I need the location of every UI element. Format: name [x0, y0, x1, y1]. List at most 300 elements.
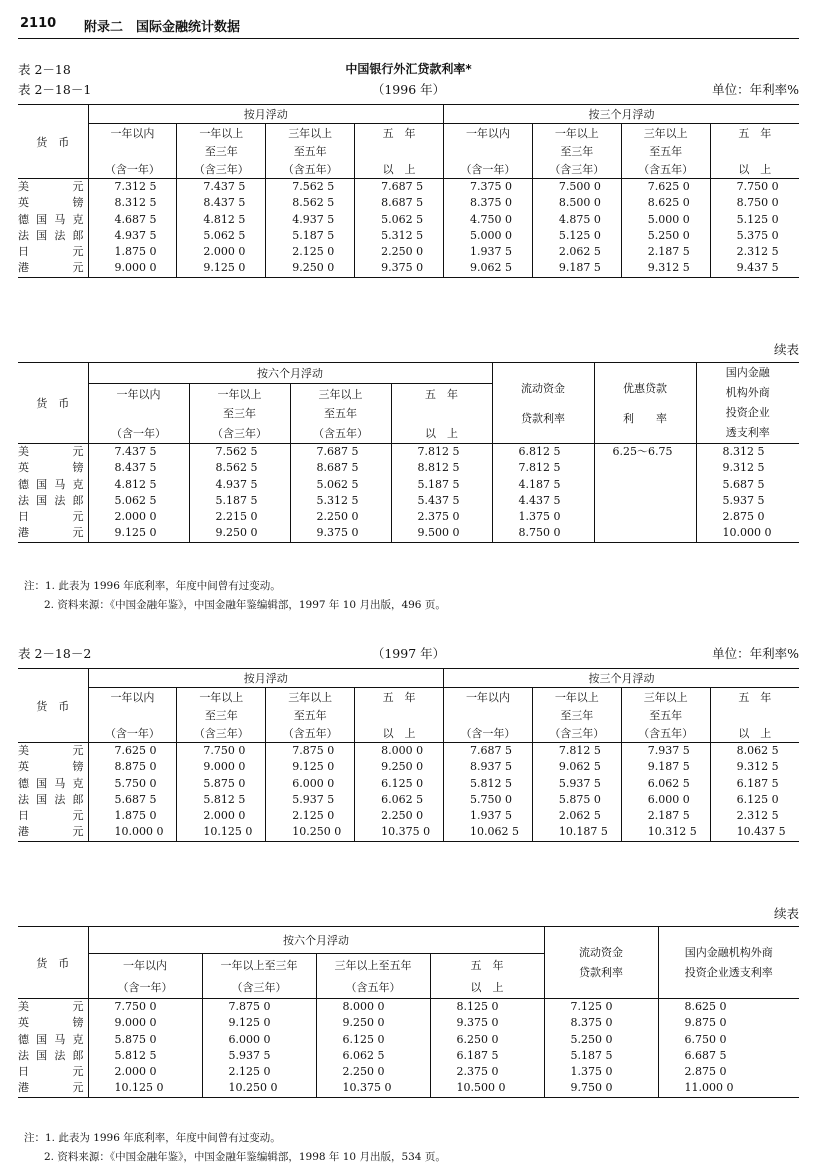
rate-cell: 10.062 5 — [444, 824, 533, 841]
col-header-liquid — [492, 363, 594, 444]
col-header-domestic — [696, 363, 799, 444]
rate-cell: 10.437 5 — [710, 824, 799, 841]
rate-cell: 5.187 5 — [189, 493, 290, 509]
table-row — [18, 444, 799, 461]
note-1: 注：1. 此表为 1996 年底利率，年度中间曾有过变动。 — [24, 1132, 281, 1144]
page-number: 2110 — [20, 16, 57, 31]
currency-cell: 日 元 — [18, 1065, 84, 1079]
rate-cell: 8.750 0 — [492, 525, 594, 542]
rate-cell: 6.187 5 — [710, 776, 799, 792]
col-header: 至三年 — [532, 706, 621, 724]
rate-cell: 2.250 0 — [355, 244, 444, 260]
rate-cell: 2.125 0 — [266, 244, 355, 260]
col-header-line: 贷款利率 — [579, 965, 623, 979]
col-header: 以 上 — [710, 724, 799, 743]
col-header — [444, 706, 533, 724]
group-header: 按三个月浮动 — [444, 105, 800, 124]
table1-unit: 单位：年利率% — [712, 82, 799, 97]
col-header: （含五年） — [621, 160, 710, 179]
rate-cell: 6.000 0 — [202, 1032, 316, 1048]
col-header: 至三年 — [189, 404, 290, 424]
currency-cell: 日 元 — [18, 809, 84, 823]
table-row — [18, 244, 799, 260]
rate-cell: 9.375 0 — [290, 525, 391, 542]
col-header: 三年以上至五年 — [316, 954, 430, 977]
rate-cell: 2.375 0 — [391, 509, 492, 525]
currency-cell: 法国法郎 — [18, 1048, 84, 1062]
rate-cell: 9.125 0 — [177, 260, 266, 277]
rate-cell: 7.875 0 — [266, 743, 355, 760]
col-header: 以 上 — [355, 160, 444, 179]
col-header: （含一年） — [88, 160, 177, 179]
rate-cell: 2.215 0 — [189, 509, 290, 525]
col-header: 至三年 — [177, 142, 266, 160]
rate-cell: 5.937 5 — [696, 493, 799, 509]
rate-cell: 7.812 5 — [492, 460, 594, 476]
rate-cell: 7.687 5 — [355, 179, 444, 196]
table-row — [18, 808, 799, 824]
rate-cell: 5.250 0 — [621, 228, 710, 244]
table2-year: （1997 年） — [371, 646, 446, 661]
col-header: 一年以内 — [444, 124, 533, 143]
group-header: 按月浮动 — [88, 669, 444, 688]
col-header: （含一年） — [88, 423, 189, 443]
rate-cell: 8.562 5 — [266, 195, 355, 211]
rate-cell: 5.125 0 — [532, 228, 621, 244]
currency-cell: 美 元 — [18, 743, 88, 760]
rate-cell: 8.750 0 — [710, 195, 799, 211]
rate-cell: 5.250 0 — [544, 1032, 658, 1048]
rate-cell: 7.562 5 — [189, 444, 290, 461]
rate-cell: 5.187 5 — [266, 228, 355, 244]
col-header: （含三年） — [532, 160, 621, 179]
rate-cell: 8.312 5 — [88, 195, 177, 211]
rate-cell: 5.000 0 — [444, 228, 533, 244]
rate-cell: 4.187 5 — [492, 477, 594, 493]
col-header: （含五年） — [290, 423, 391, 443]
table-row — [18, 1015, 799, 1031]
currency-cell: 港 元 — [18, 526, 84, 540]
currency-header: 货 币 — [18, 669, 88, 743]
col-header — [391, 404, 492, 424]
rate-cell: 9.312 5 — [710, 759, 799, 775]
table-row — [18, 1064, 799, 1080]
col-header: 至五年 — [266, 142, 355, 160]
col-header: 一年以内 — [88, 383, 189, 403]
rate-cell: 1.375 0 — [492, 509, 594, 525]
rate-cell: 9.062 5 — [532, 759, 621, 775]
rate-cell: 7.812 5 — [532, 743, 621, 760]
rate-cell: 5.125 0 — [710, 212, 799, 228]
currency-cell: 德国马克 — [18, 776, 84, 790]
rate-cell: 5.812 5 — [88, 1048, 202, 1064]
group-header: 按六个月浮动 — [88, 927, 544, 954]
rate-cell: 7.750 0 — [710, 179, 799, 196]
rate-cell: 8.812 5 — [391, 460, 492, 476]
rate-cell: 10.187 5 — [532, 824, 621, 841]
rate-cell: 8.000 0 — [355, 743, 444, 760]
note-2: 2. 资料来源：《中国金融年鉴》，中国金融年鉴编辑部，1998 年 10 月出版，534 页。 — [44, 1151, 446, 1163]
table-row — [18, 460, 799, 476]
col-header-line: 流动资金 — [579, 945, 623, 959]
rate-cell: 4.937 5 — [189, 477, 290, 493]
rate-cell: 8.625 0 — [658, 999, 799, 1016]
rate-cell: 4.937 5 — [266, 212, 355, 228]
col-header-line: 机构外商 — [725, 386, 770, 399]
col-header: 至五年 — [621, 142, 710, 160]
rate-cell: 8.500 0 — [532, 195, 621, 211]
col-header — [88, 706, 177, 724]
rate-cell: 9.375 0 — [430, 1015, 544, 1031]
rate-cell: 2.312 5 — [710, 808, 799, 824]
table1-label: 表 2－18－1 — [18, 82, 92, 97]
col-header: 三年以上 — [621, 124, 710, 143]
rate-cell: 7.125 0 — [544, 999, 658, 1016]
table-row — [18, 228, 799, 244]
col-header: 三年以上 — [266, 688, 355, 707]
col-header-line: 投资企业 — [725, 406, 770, 419]
rate-cell: 1.875 0 — [88, 808, 177, 824]
currency-cell: 日 元 — [18, 245, 84, 259]
rate-cell: 1.937 5 — [444, 244, 533, 260]
rate-cell: 1.937 5 — [444, 808, 533, 824]
rate-cell: 2.125 0 — [266, 808, 355, 824]
rate-cell: 9.437 5 — [710, 260, 799, 277]
col-header: （含五年） — [316, 976, 430, 999]
rate-cell: 8.375 0 — [544, 1015, 658, 1031]
rate-cell: 8.625 0 — [621, 195, 710, 211]
table-main-title: 中国银行外汇贷款利率* — [345, 62, 472, 76]
col-header-line: 投资企业透支利率 — [684, 965, 773, 979]
rate-cell: 8.125 0 — [430, 999, 544, 1016]
rate-cell: 2.312 5 — [710, 244, 799, 260]
col-header: 至五年 — [621, 706, 710, 724]
rate-cell: 4.437 5 — [492, 493, 594, 509]
currency-cell: 港 元 — [18, 825, 84, 839]
rate-cell: 6.250 0 — [430, 1032, 544, 1048]
col-header: （含一年） — [444, 724, 533, 743]
col-header: 一年以内 — [88, 954, 202, 977]
currency-cell: 英 镑 — [18, 760, 84, 774]
rate-cell: 5.187 5 — [544, 1048, 658, 1064]
rate-cell: 5.437 5 — [391, 493, 492, 509]
rate-cell: 4.687 5 — [88, 212, 177, 228]
col-header: 三年以上 — [290, 383, 391, 403]
rate-cell: 10.250 0 — [266, 824, 355, 841]
rate-cell: 9.875 0 — [658, 1015, 799, 1031]
table-row — [18, 1080, 799, 1097]
table-row — [18, 776, 799, 792]
col-header — [88, 142, 177, 160]
col-header — [88, 404, 189, 424]
rate-cell: 5.062 5 — [290, 477, 391, 493]
rate-cell: 8.875 0 — [88, 759, 177, 775]
rate-cell: 4.750 0 — [444, 212, 533, 228]
rate-cell: 10.375 0 — [316, 1080, 430, 1097]
table1-continued — [18, 362, 799, 543]
rate-cell: 2.875 0 — [658, 1064, 799, 1080]
table-main-title-line — [18, 60, 799, 78]
col-header: 一年以上至三年 — [202, 954, 316, 977]
rate-cell: 2.125 0 — [202, 1064, 316, 1080]
currency-cell: 美 元 — [18, 179, 88, 196]
col-header: （含五年） — [621, 724, 710, 743]
col-header: （含三年） — [532, 724, 621, 743]
rate-cell: 6.125 0 — [710, 792, 799, 808]
col-header: 五 年 — [710, 124, 799, 143]
col-header: （含一年） — [88, 724, 177, 743]
col-header: 至三年 — [532, 142, 621, 160]
col-header: （含三年） — [202, 976, 316, 999]
table-row — [18, 525, 799, 542]
rate-cell: 7.500 0 — [532, 179, 621, 196]
col-header: 一年以内 — [88, 124, 177, 143]
rate-cell: 5.875 0 — [177, 776, 266, 792]
table1-year: （1996 年） — [371, 82, 446, 97]
table2-title-line — [18, 644, 799, 662]
rate-cell: 9.250 0 — [189, 525, 290, 542]
currency-cell: 英 镑 — [18, 1016, 84, 1030]
table-row — [18, 1032, 799, 1048]
col-header: 三年以上 — [266, 124, 355, 143]
rate-cell: 8.437 5 — [177, 195, 266, 211]
rate-cell: 6.062 5 — [316, 1048, 430, 1064]
rate-cell: 5.312 5 — [290, 493, 391, 509]
col-header — [355, 142, 444, 160]
currency-cell: 美 元 — [18, 999, 88, 1016]
col-header — [710, 142, 799, 160]
col-header — [355, 706, 444, 724]
table-row — [18, 509, 799, 525]
col-header: （含五年） — [266, 724, 355, 743]
rate-cell: 6.750 0 — [658, 1032, 799, 1048]
rate-cell: 5.875 0 — [88, 1032, 202, 1048]
col-header: 五 年 — [710, 688, 799, 707]
currency-cell: 美 元 — [18, 444, 88, 461]
currency-header: 货 币 — [18, 363, 88, 444]
table1 — [18, 104, 799, 278]
rate-cell: 4.875 0 — [532, 212, 621, 228]
rate-cell: 8.687 5 — [290, 460, 391, 476]
rate-cell: 9.000 0 — [177, 759, 266, 775]
col-header-line: 国内金融 — [725, 366, 770, 379]
table-row — [18, 493, 799, 509]
rate-cell: 5.062 5 — [355, 212, 444, 228]
rate-cell: 10.250 0 — [202, 1080, 316, 1097]
rate-cell: 7.937 5 — [621, 743, 710, 760]
rate-cell: 9.250 0 — [316, 1015, 430, 1031]
col-header: （含一年） — [444, 160, 533, 179]
rate-cell: 1.375 0 — [544, 1064, 658, 1080]
rate-cell: 9.125 0 — [88, 525, 189, 542]
table2 — [18, 668, 799, 842]
rate-cell: 2.000 0 — [177, 808, 266, 824]
table-row — [18, 999, 799, 1016]
rate-cell: 6.062 5 — [355, 792, 444, 808]
col-header: 以 上 — [710, 160, 799, 179]
col-header: （含三年） — [189, 423, 290, 443]
rate-cell: 7.437 5 — [88, 444, 189, 461]
currency-cell: 日 元 — [18, 510, 84, 524]
rate-cell: 7.625 0 — [621, 179, 710, 196]
col-header-line: 透支利率 — [725, 426, 770, 439]
col-header: 至三年 — [177, 706, 266, 724]
col-header: 三年以上 — [621, 688, 710, 707]
currency-cell: 英 镑 — [18, 196, 84, 210]
rate-cell: 9.312 5 — [621, 260, 710, 277]
rate-cell: 5.187 5 — [391, 477, 492, 493]
rate-cell: 5.062 5 — [177, 228, 266, 244]
rate-cell: 2.000 0 — [177, 244, 266, 260]
rate-cell: 10.125 0 — [177, 824, 266, 841]
rate-cell: 7.437 5 — [177, 179, 266, 196]
rate-cell: 1.875 0 — [88, 244, 177, 260]
currency-cell: 英 镑 — [18, 461, 84, 475]
rate-cell — [594, 493, 696, 509]
rate-cell: 6.000 0 — [621, 792, 710, 808]
rate-cell: 6.125 0 — [316, 1032, 430, 1048]
table-row — [18, 1048, 799, 1064]
rate-cell: 7.687 5 — [290, 444, 391, 461]
rate-cell: 9.187 5 — [532, 260, 621, 277]
currency-cell: 德国马克 — [18, 1032, 84, 1046]
currency-cell: 港 元 — [18, 261, 84, 275]
rate-cell: 5.937 5 — [266, 792, 355, 808]
rate-cell: 2.250 0 — [316, 1064, 430, 1080]
col-header: （含五年） — [266, 160, 355, 179]
col-header: 一年以上 — [177, 124, 266, 143]
note-2: 2. 资料来源：《中国金融年鉴》，中国金融年鉴编辑部，1997 年 10 月出版，496 页。 — [44, 599, 446, 611]
rate-cell: 7.375 0 — [444, 179, 533, 196]
rate-cell: 9.062 5 — [444, 260, 533, 277]
col-header: （含三年） — [177, 160, 266, 179]
col-header: 至五年 — [290, 404, 391, 424]
col-header: 至五年 — [266, 706, 355, 724]
rate-cell: 8.375 0 — [444, 195, 533, 211]
rate-cell: 2.000 0 — [88, 1064, 202, 1080]
rate-cell — [594, 477, 696, 493]
table-row — [18, 477, 799, 493]
rate-cell: 8.437 5 — [88, 460, 189, 476]
rate-cell: 9.750 0 — [544, 1080, 658, 1097]
rate-cell: 7.312 5 — [88, 179, 177, 196]
rate-cell: 2.250 0 — [290, 509, 391, 525]
col-header-line: 流动资金 — [521, 382, 565, 395]
rate-cell: 5.812 5 — [177, 792, 266, 808]
rate-cell: 8.312 5 — [696, 444, 799, 461]
rate-cell: 8.562 5 — [189, 460, 290, 476]
table-row — [18, 195, 799, 211]
rate-cell: 4.937 5 — [88, 228, 177, 244]
rate-cell: 8.687 5 — [355, 195, 444, 211]
rate-cell: 5.062 5 — [88, 493, 189, 509]
currency-header: 货 币 — [18, 927, 88, 999]
table-main-label: 表 2－18 — [18, 62, 71, 77]
rate-cell: 5.312 5 — [355, 228, 444, 244]
col-header-liquid — [544, 927, 658, 999]
group-header: 按三个月浮动 — [444, 669, 800, 688]
rate-cell: 6.125 0 — [355, 776, 444, 792]
rate-cell: 9.375 0 — [355, 260, 444, 277]
rate-cell: 8.000 0 — [316, 999, 430, 1016]
col-header: 一年以上 — [532, 688, 621, 707]
rate-cell: 9.312 5 — [696, 460, 799, 476]
rate-cell: 5.000 0 — [621, 212, 710, 228]
currency-cell: 港 元 — [18, 1081, 84, 1095]
table-row — [18, 212, 799, 228]
rate-cell: 2.000 0 — [88, 509, 189, 525]
rate-cell: 2.875 0 — [696, 509, 799, 525]
currency-cell: 德国马克 — [18, 212, 84, 226]
rate-cell: 7.875 0 — [202, 999, 316, 1016]
currency-header: 货 币 — [18, 105, 88, 179]
col-header — [444, 142, 533, 160]
table1-title-line — [18, 80, 799, 98]
rate-cell: 7.750 0 — [177, 743, 266, 760]
col-header: 五 年 — [355, 124, 444, 143]
rate-cell: 10.500 0 — [430, 1080, 544, 1097]
col-header-line: 国内金融机构外商 — [684, 945, 773, 959]
col-header: 一年以内 — [444, 688, 533, 707]
rate-cell: 9.000 0 — [88, 260, 177, 277]
table2-label: 表 2－18－2 — [18, 646, 92, 661]
rate-cell: 8.062 5 — [710, 743, 799, 760]
rate-cell: 5.937 5 — [532, 776, 621, 792]
rate-cell: 2.062 5 — [532, 808, 621, 824]
page-header-title: 附录二 国际金融统计数据 — [84, 20, 241, 35]
table2-unit: 单位：年利率% — [712, 646, 799, 661]
rate-cell — [594, 509, 696, 525]
rate-cell: 4.812 5 — [177, 212, 266, 228]
rate-cell: 5.937 5 — [202, 1048, 316, 1064]
rate-cell: 2.187 5 — [621, 244, 710, 260]
currency-cell: 法国法郎 — [18, 493, 84, 507]
rate-cell: 10.000 0 — [88, 824, 177, 841]
rate-cell: 10.000 0 — [696, 525, 799, 542]
rate-cell: 5.812 5 — [444, 776, 533, 792]
col-header: 五 年 — [355, 688, 444, 707]
rate-cell: 10.312 5 — [621, 824, 710, 841]
table-row — [18, 260, 799, 277]
col-header: （含一年） — [88, 976, 202, 999]
col-header-line: 优惠贷款 — [623, 382, 667, 395]
col-header-line: 利 率 — [623, 412, 667, 425]
rate-cell: 7.750 0 — [88, 999, 202, 1016]
col-header: 五 年 — [430, 954, 544, 977]
currency-cell: 法国法郎 — [18, 792, 84, 806]
rate-cell: 5.750 0 — [444, 792, 533, 808]
continued-label: 续表 — [773, 342, 799, 357]
rate-cell: 5.687 5 — [88, 792, 177, 808]
rate-cell: 2.062 5 — [532, 244, 621, 260]
rate-cell: 9.125 0 — [202, 1015, 316, 1031]
rate-cell: 7.562 5 — [266, 179, 355, 196]
rate-cell: 6.25～6.75 — [594, 444, 696, 461]
rate-cell: 10.375 0 — [355, 824, 444, 841]
col-header: 一年以上 — [532, 124, 621, 143]
rate-cell: 2.250 0 — [355, 808, 444, 824]
col-header: 一年以上 — [189, 383, 290, 403]
rate-cell: 2.375 0 — [430, 1064, 544, 1080]
rate-cell: 6.187 5 — [430, 1048, 544, 1064]
rate-cell: 6.687 5 — [658, 1048, 799, 1064]
rate-cell: 7.625 0 — [88, 743, 177, 760]
col-header: （含三年） — [177, 724, 266, 743]
rate-cell: 7.687 5 — [444, 743, 533, 760]
col-header: 以 上 — [430, 976, 544, 999]
col-header-domestic — [658, 927, 799, 999]
rate-cell: 6.000 0 — [266, 776, 355, 792]
